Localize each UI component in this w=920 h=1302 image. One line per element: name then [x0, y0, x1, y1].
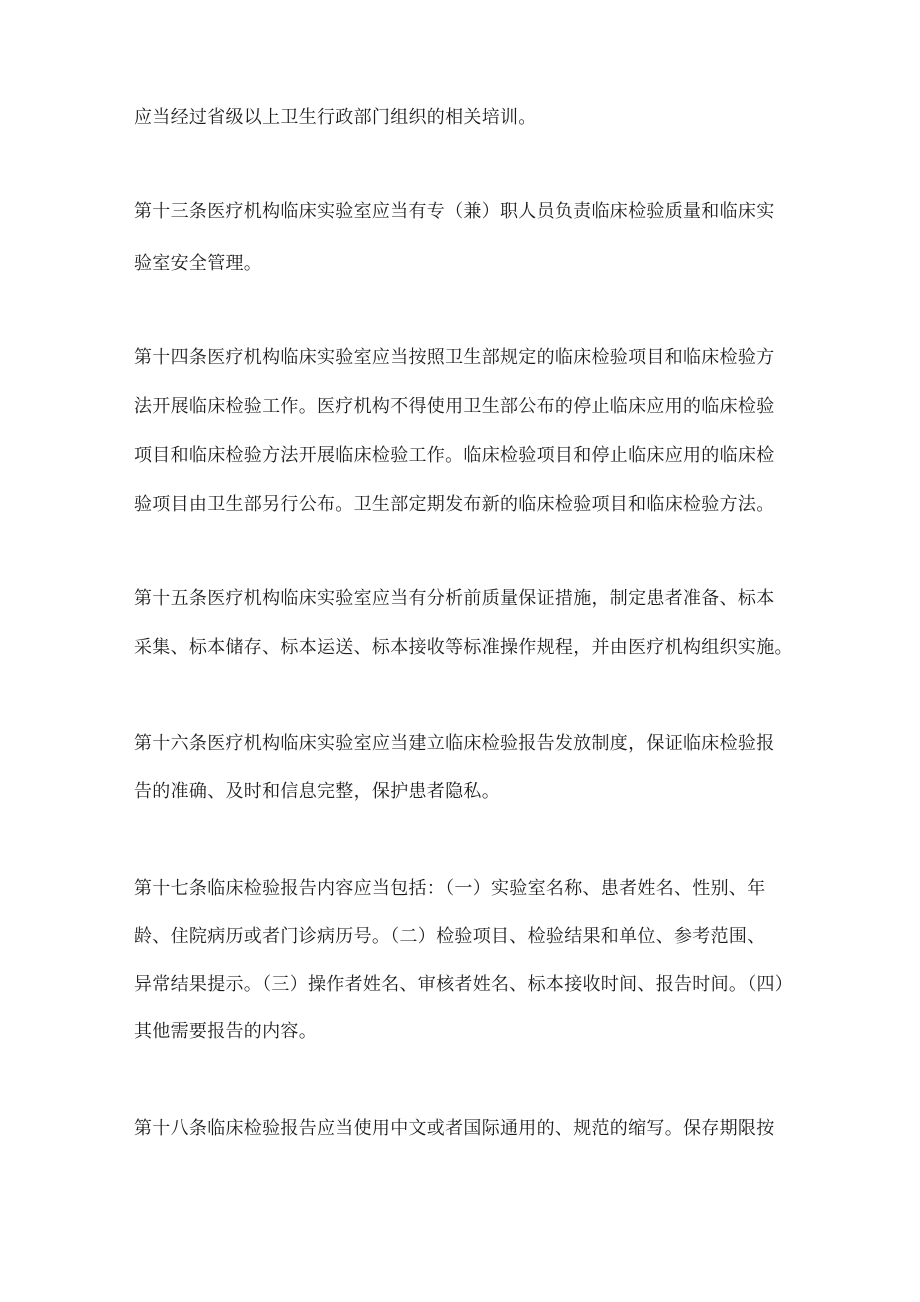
paragraph-line: 法开展临床检验工作。医疗机构不得使用卫生部公布的停止临床应用的临床检验 — [134, 396, 775, 417]
paragraph-line: 第十八条临床检验报告应当使用中文或者国际通用的、规范的缩写。保存期限按 — [134, 1118, 775, 1139]
paragraph-line: 验室安全管理。 — [134, 253, 263, 274]
paragraph-line: 应当经过省级以上卫生行政部门组织的相关培训。 — [134, 107, 537, 128]
paragraph-line: 第十五条医疗机构临床实验室应当有分析前质量保证措施，制定患者准备、标本 — [134, 588, 775, 609]
paragraph-line: 异常结果提示。（三）操作者姓名、审核者姓名、标本接收时间、报告时间。（四） — [134, 974, 794, 995]
paragraph-line: 第十三条医疗机构临床实验室应当有专（兼）职人员负责临床检验质量和临床实 — [134, 201, 775, 222]
paragraph-line: 第十七条临床检验报告内容应当包括：（一）实验室名称、患者姓名、性别、年 — [134, 878, 766, 899]
paragraph-line: 其他需要报告的内容。 — [134, 1021, 317, 1042]
paragraph-line: 龄、住院病历或者门诊病历号。（二）检验项目、检验结果和单位、参考范围、 — [134, 926, 766, 947]
paragraph-line: 第十四条医疗机构临床实验室应当按照卫生部规定的临床检验项目和临床检验方 — [134, 347, 775, 368]
paragraph-line: 第十六条医疗机构临床实验室应当建立临床检验报告发放制度，保证临床检验报 — [134, 733, 775, 754]
paragraph-line: 采集、标本储存、标本运送、标本接收等标准操作规程，并由医疗机构组织实施。 — [134, 637, 793, 658]
paragraph-line: 告的准确、及时和信息完整，保护患者隐私。 — [134, 781, 500, 802]
paragraph-line: 项目和临床检验方法开展临床检验工作。临床检验项目和停止临床应用的临床检 — [134, 445, 775, 466]
paragraph-line: 验项目由卫生部另行公布。卫生部定期发布新的临床检验项目和临床检验方法。 — [134, 494, 775, 515]
